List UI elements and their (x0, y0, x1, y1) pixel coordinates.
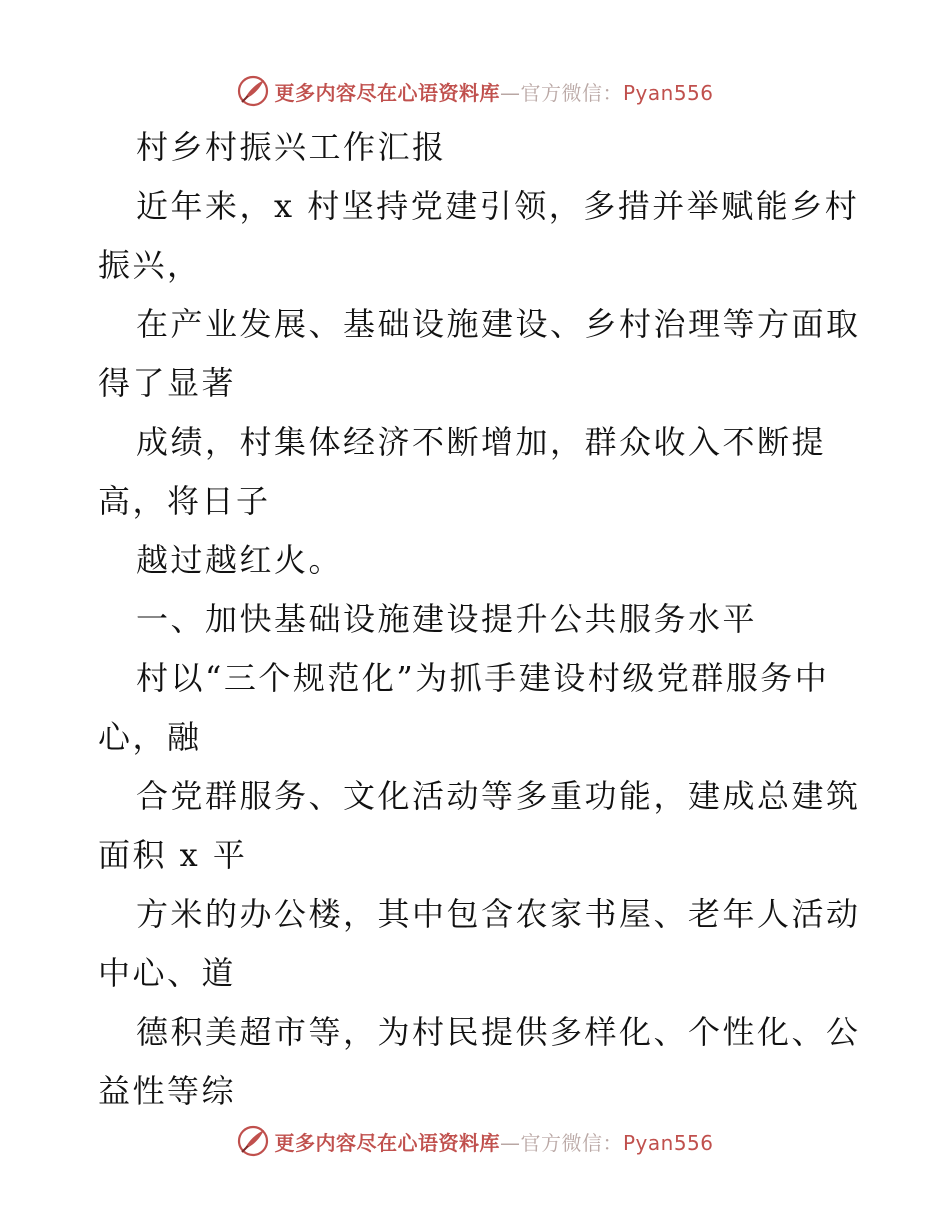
paragraph-line: 成绩，村集体经济不断增加，群众收入不断提 (136, 423, 827, 461)
paragraph-line: 合党群服务、文化活动等多重功能，建成总建筑 (136, 777, 861, 815)
paragraph-line: 在产业发展、基础设施建设、乡村治理等方面取 (136, 305, 861, 343)
watermark-text: 更多内容尽在心语资料库—官方微信：Pyan556 (274, 80, 714, 105)
document-title: 村乡村振兴工作汇报 (136, 128, 447, 166)
paragraph-line: 中心、道 (98, 954, 237, 992)
footer-watermark (0, 1121, 950, 1161)
paragraph-line: 近年来，x 村坚持党建引领，多措并举赋能乡村 (136, 187, 860, 225)
paragraph-line: 村以“三个规范化”为抓手建设村级党群服务中 (136, 659, 830, 697)
paragraph-line: 越过越红火。 (136, 541, 344, 579)
quill-pen-logo-icon (236, 74, 270, 108)
paragraph-line: 方米的办公楼，其中包含农家书屋、老年人活动 (136, 895, 861, 933)
paragraph-line: 振兴， (98, 246, 202, 284)
watermark-text: 更多内容尽在心语资料库—官方微信：Pyan556 (274, 1130, 714, 1155)
paragraph-line: 益性等综 (98, 1072, 237, 1110)
document-body (98, 118, 861, 1121)
paragraph-line: 心，融 (98, 718, 202, 756)
paragraph-line: 德积美超市等，为村民提供多样化、个性化、公 (136, 1013, 861, 1051)
quill-pen-logo-icon (236, 1124, 270, 1158)
paragraph-line: 高，将日子 (98, 482, 271, 520)
header-watermark (0, 71, 950, 111)
paragraph-line: 面积 x 平 (98, 836, 248, 874)
paragraph-line: 得了显著 (98, 364, 237, 402)
section-heading: 一、加快基础设施建设提升公共服务水平 (136, 600, 758, 638)
